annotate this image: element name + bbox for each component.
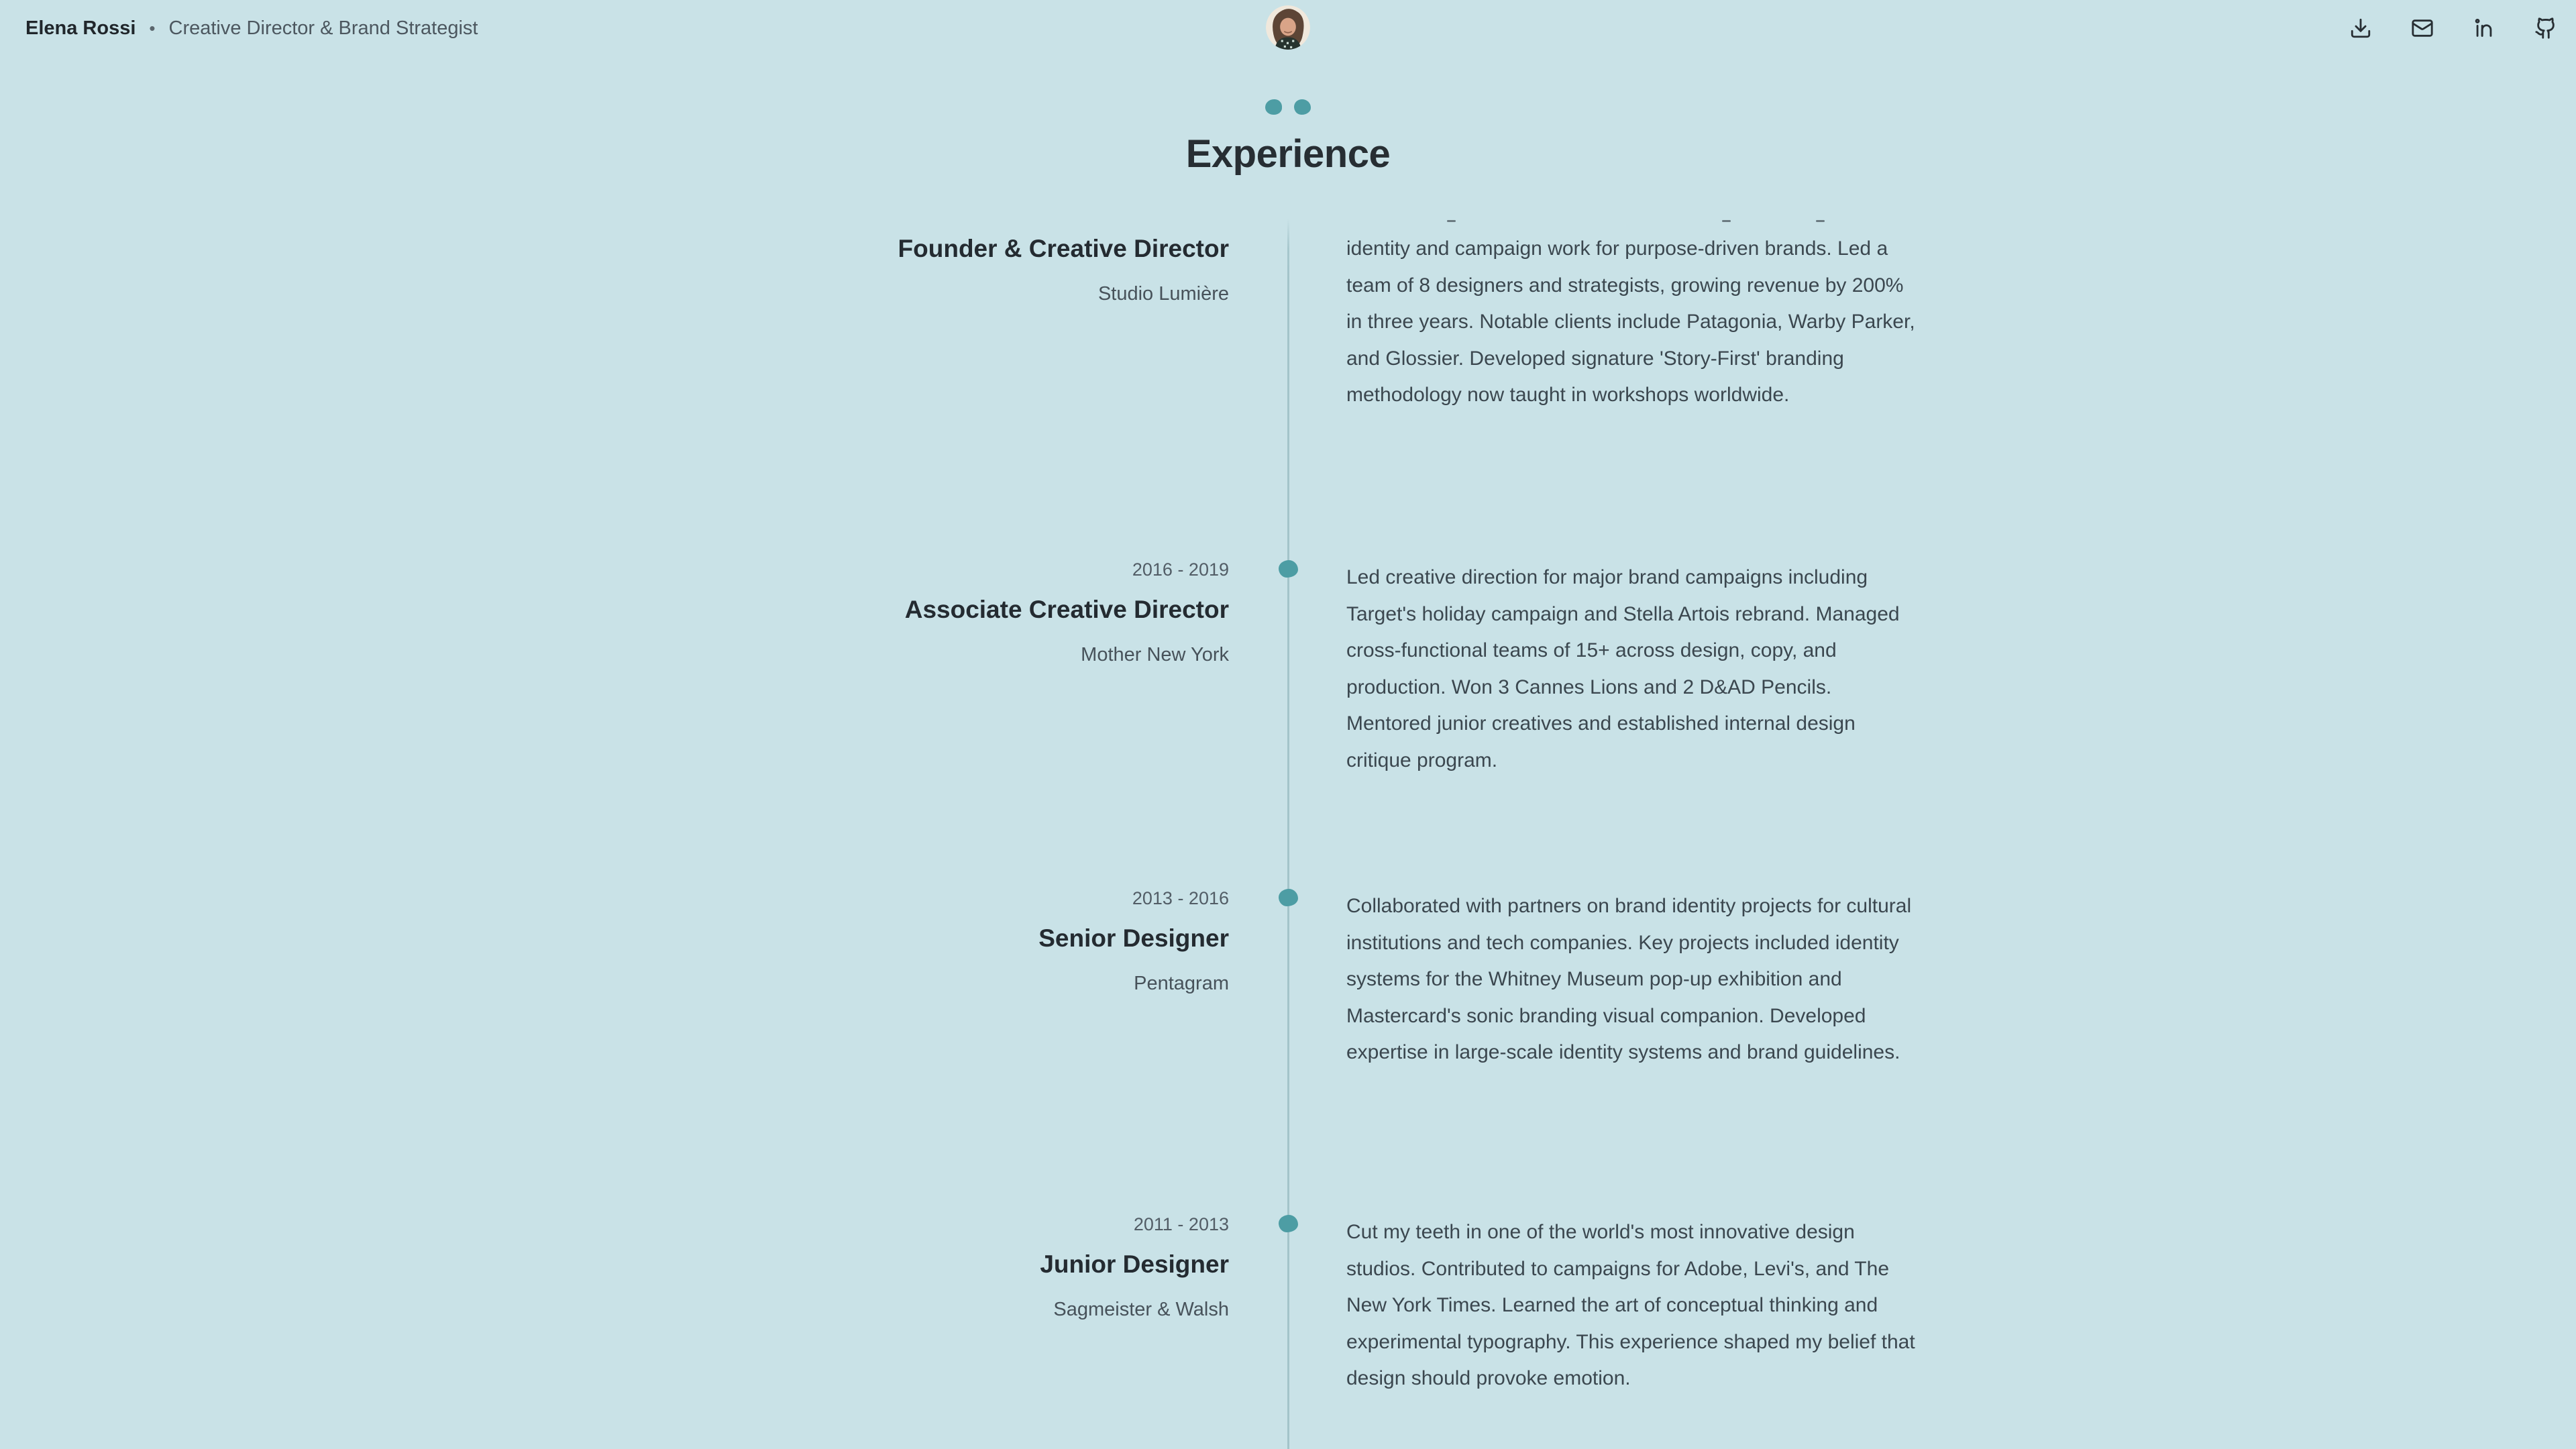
entry-title: Associate Creative Director xyxy=(904,596,1229,623)
entry-meta xyxy=(706,558,1229,667)
entry-date: 2011 - 2013 xyxy=(1133,1214,1229,1234)
entry-meta xyxy=(706,887,1229,996)
entry-meta xyxy=(706,233,1229,306)
entry-title: Senior Designer xyxy=(1038,924,1229,952)
entry-date: 2016 - 2019 xyxy=(1132,559,1229,580)
entry-company: Mother New York xyxy=(1081,644,1229,665)
entry-meta xyxy=(706,1213,1229,1322)
person-name: Elena Rossi xyxy=(25,17,136,39)
entry-title: Founder & Creative Director xyxy=(898,235,1229,262)
entry-company: Pentagram xyxy=(1134,973,1229,994)
entry-description: Collaborated with partners on brand identity projects for cultural institutions and tech companies. Key projects included identity systems for the Whitney Museum pop-up exhibition and Mastercard's sonic branding visual companion. Developed expertise in large-scale identity systems and brand guidelines. xyxy=(1346,895,1912,1063)
entry-description: Cut my teeth in one of the world's most innovative design studios. Contributed to campaigns for Adobe, Levi's, and The New York Times. Learned the art of conceptual thinking and experimental typography. This experience shaped my belief that design should provoke emotion. xyxy=(1346,1221,1915,1389)
timeline-dot xyxy=(1279,1215,1298,1232)
entry-date: 2013 - 2016 xyxy=(1132,888,1229,908)
timeline-dot xyxy=(1279,889,1298,906)
entry-description: identity and campaign work for purpose-driven brands. Led a team of 8 designers and strategists, growing revenue by 200% in three years. Notable clients include Patagonia, Warby Parker, and Glossier. Developed signature 'Story-First' branding methodology now taught in workshops worldwide. xyxy=(1346,237,1915,406)
separator-dot: • xyxy=(149,17,156,38)
entry-company: Studio Lumière xyxy=(1097,283,1229,305)
entry-company: Sagmeister & Walsh xyxy=(1053,1299,1229,1320)
entry-title: Junior Designer xyxy=(1040,1250,1229,1278)
page-title: Experience xyxy=(1185,132,1391,176)
entry-description: Led creative direction for major brand campaigns including Target's holiday campaign and Stella Artois rebrand. Managed cross-functional teams of 15+ across design, copy, and production. Won 3 Cannes Lions and 2 D&AD Pencils. Mentored junior creatives and established internal design critique program. xyxy=(1346,566,1900,771)
person-role: Creative Director & Brand Strategist xyxy=(168,17,478,39)
clipped-line-remnant xyxy=(1346,220,1915,223)
timeline-dot xyxy=(1279,560,1298,578)
